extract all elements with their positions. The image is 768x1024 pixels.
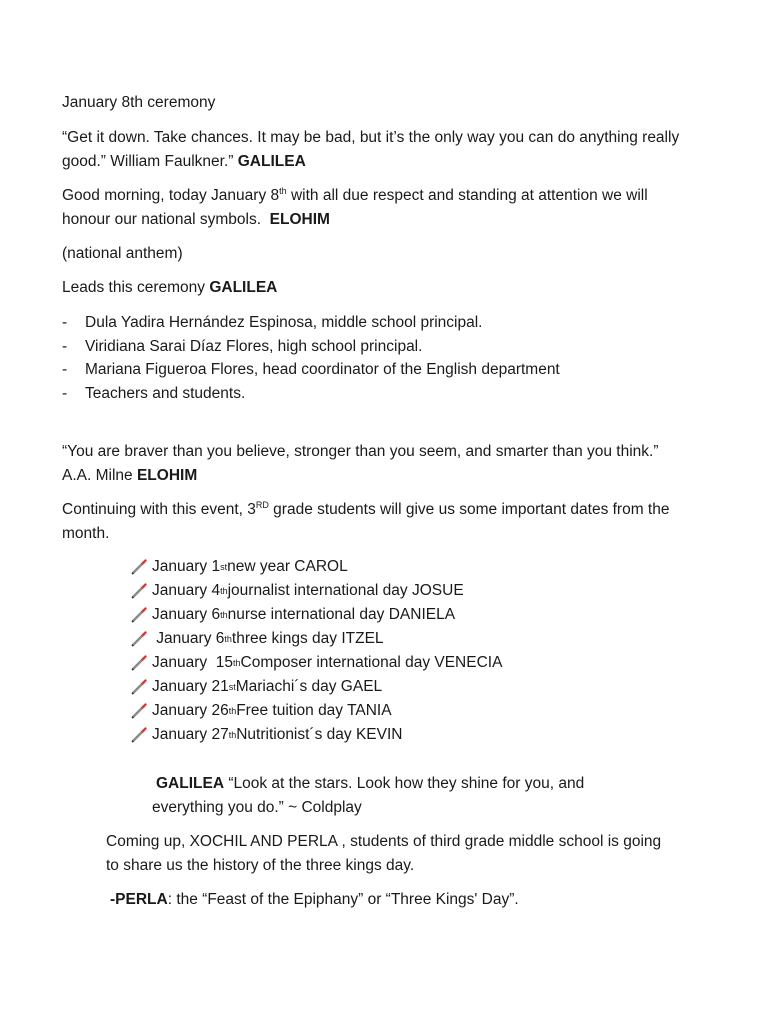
continuing-text-cont: grade students will give us some important dates from the month. (62, 501, 670, 542)
perla-text: : the “Feast of the Epiphany” or “Three Kings' Day”. (167, 891, 519, 908)
date-text: January 26 (152, 702, 229, 719)
speaker-name: GALILEA (209, 279, 278, 296)
date-text: January 15 (152, 654, 233, 671)
pen-icon (130, 726, 148, 744)
date-text: January 1 (152, 558, 221, 575)
intro-text-cont: with all due respect and standing at attention we will honour our national symbols. (62, 187, 648, 228)
list-item: January 26 th Free tuition day TANIA (130, 699, 650, 723)
coming-up-paragraph: Coming up, XOCHIL AND PERLA , students of third grade middle school is going to share us the history of the three kings day. (106, 833, 662, 874)
speaker-name: GALILEA (237, 153, 306, 170)
date-desc: Nutritionist´s day KEVIN (236, 726, 403, 743)
date-text: January 27 (152, 726, 229, 743)
date-desc: nurse international day DANIELA (227, 606, 456, 623)
intro-paragraph (62, 184, 682, 232)
quote-text: “You are braver than you believe, stronger than you seem, and smarter than you think.” A.A. Milne (62, 443, 659, 484)
list-item: January 21 st Mariachi´s day GAEL (130, 675, 650, 699)
superscript: RD (255, 500, 269, 510)
list-item: - Teachers and students. (62, 382, 682, 406)
date-desc: three kings day ITZEL (231, 630, 384, 647)
pen-icon (130, 606, 148, 624)
perla-line (106, 888, 666, 912)
attendee-list (62, 311, 682, 405)
document-title: January 8th ceremony (62, 94, 216, 111)
pen-icon (130, 630, 148, 648)
list-item: - Mariana Figueroa Flores, head coordinator of the English department (62, 358, 682, 382)
superscript: th (279, 186, 287, 196)
pen-icon (130, 654, 148, 672)
list-item: January 1 st new year CAROL (130, 555, 650, 579)
date-desc: Composer international day VENECIA (240, 654, 503, 671)
speaker-name: ELOHIM (269, 211, 330, 228)
leads-line (62, 276, 682, 300)
list-item: January 6 th three kings day ITZEL (130, 627, 650, 651)
continuing-text: Continuing with this event, 3 (62, 501, 256, 518)
date-desc: new year CAROL (227, 558, 348, 575)
list-item: - Viridiana Sarai Díaz Flores, high school principal. (62, 335, 682, 359)
speaker-name: ELOHIM (136, 467, 198, 484)
speaker-name: GALILEA (156, 775, 225, 792)
quote-coldplay (152, 772, 612, 820)
pen-icon (130, 702, 148, 720)
date-text: January 4 (152, 582, 221, 599)
list-item: January 15 th Composer international day VENECIA (130, 651, 650, 675)
quote-faulkner (62, 126, 682, 174)
list-item: January 27 th Nutritionist´s day KEVIN (130, 723, 650, 747)
date-desc: journalist international day JOSUE (227, 582, 464, 599)
pen-icon (130, 582, 148, 600)
pen-icon (130, 558, 148, 576)
quote-milne (62, 440, 682, 488)
date-desc: Mariachi´s day GAEL (235, 678, 383, 695)
intro-text: Good morning, today January 8 (62, 187, 280, 204)
date-text: January 21 (152, 678, 229, 695)
continuing-paragraph (62, 498, 682, 546)
date-text: January 6 (152, 630, 225, 647)
list-item: January 6 th nurse international day DANIELA (130, 603, 650, 627)
date-text: January 6 (152, 606, 221, 623)
list-item: January 4 th journalist international day JOSUE (130, 579, 650, 603)
quote-text: “Look at the stars. Look how they shine for you, and everything you do.” ~ Coldplay (152, 775, 585, 816)
anthem-note: (national anthem) (62, 245, 183, 262)
list-item: - Dula Yadira Hernández Espinosa, middle school principal. (62, 311, 682, 335)
speaker-name: -PERLA (110, 891, 168, 908)
pen-icon (130, 678, 148, 696)
important-dates-list (130, 555, 650, 747)
quote-text: “Get it down. Take chances. It may be bad, but it’s the only way you can do anything really good.” William Faulkner.” (62, 129, 680, 170)
date-desc: Free tuition day TANIA (236, 702, 392, 719)
leads-text: Leads this ceremony (62, 279, 210, 296)
